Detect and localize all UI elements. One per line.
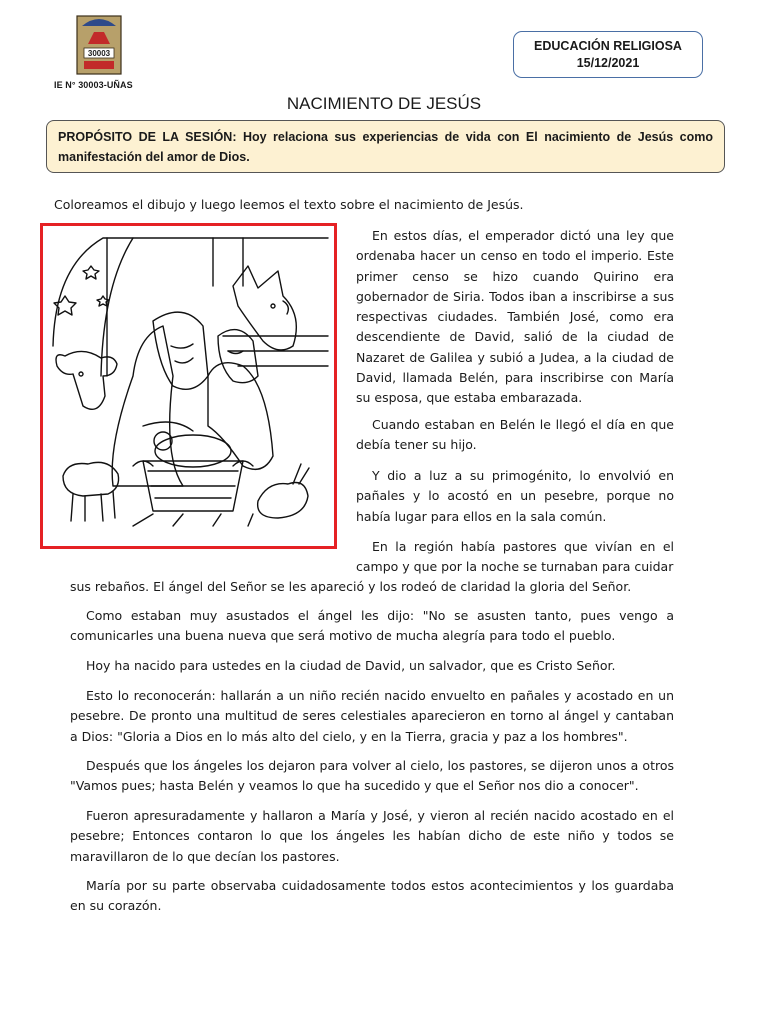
session-date: 15/12/2021 — [576, 56, 640, 70]
story-paragraph: Y dio a luz a su primogénito, lo envolvió en pañales y lo acostó en un pesebre, porque no había lugar para ellos en la sala común. — [356, 468, 674, 524]
course-name: EDUCACIÓN RELIGIOSA — [534, 39, 682, 53]
story-paragraph: En estos días, el emperador dictó una ley que ordenaba hacer un censo en todo el imperio. Este primer censo se hizo cuando Quirino era gobernador de Siria. Todos iban a inscribirse a sus respectivas ciudades. También José, como era descendiente de David, salió de la ciudad de Nazaret de Galilea y subió a Judea, a la ciudad de David, llamada Belén, para inscribirse con María su esposa, que estaba embarazada. — [356, 228, 674, 406]
school-name: IE N° 30003-UÑAS — [54, 80, 133, 90]
story-paragraph: Esto lo reconocerán: hallarán a un niño recién nacido envuelto en pañales y acostado en un pesebre. De pronto una multitud de seres celestiales aparecieron en torno al ángel y cantaban a Dios: "Gloria a Dios en lo más alto del cielo, y en la Tierra, gracia y paz a los hombres". — [70, 688, 674, 744]
story-paragraph: María por su parte observaba cuidadosamente todos estos acontecimientos y los guardaba en su corazón. — [70, 878, 674, 914]
session-purpose: PROPÓSITO DE LA SESIÓN: Hoy relaciona sus experiencias de vida con El nacimiento de Jesús como manifestación del amor de Dios. — [46, 120, 725, 173]
story-paragraph: Fueron apresuradamente y hallaron a María y José, y vieron al recién nacido acostado en el pesebre; Entonces contaron lo que los ángeles les habían dicho de este niño y todos se maravillaron de lo que decían los pastores. — [70, 808, 674, 864]
nativity-coloring-image — [40, 223, 337, 549]
story-paragraph: Después que los ángeles los dejaron para volver al cielo, los pastores, se dijeron unos a otros "Vamos pues; hasta Belén y veamos lo que ha sucedido y que el Señor nos dio a conocer". — [70, 758, 674, 794]
logo-number: 30003 — [87, 49, 111, 58]
school-logo — [74, 14, 124, 78]
document-title: NACIMIENTO DE JESÚS — [286, 94, 482, 113]
story-paragraph: Como estaban muy asustados el ángel les dijo: "No se asusten tanto, pues vengo a comunicarles una buena nueva que será motivo de mucha alegría para todo el pueblo. — [70, 608, 674, 644]
intro-instruction: Coloreamos el dibujo y luego leemos el texto sobre el nacimiento de Jesús. — [54, 197, 524, 212]
story-paragraph: En la región había pastores que vivían en el campo y que por la noche se turnaban para cuidar — [356, 539, 674, 575]
story-paragraph-continued: sus rebaños. El ángel del Señor se les apareció y los rodeó de claridad la gloria del Señor. — [70, 579, 632, 594]
course-date-box — [513, 31, 703, 78]
story-paragraph: Cuando estaban en Belén le llegó el día en que debía tener su hijo. — [356, 417, 674, 453]
story-paragraph: Hoy ha nacido para ustedes en la ciudad de David, un salvador, que es Cristo Señor. — [86, 658, 616, 673]
